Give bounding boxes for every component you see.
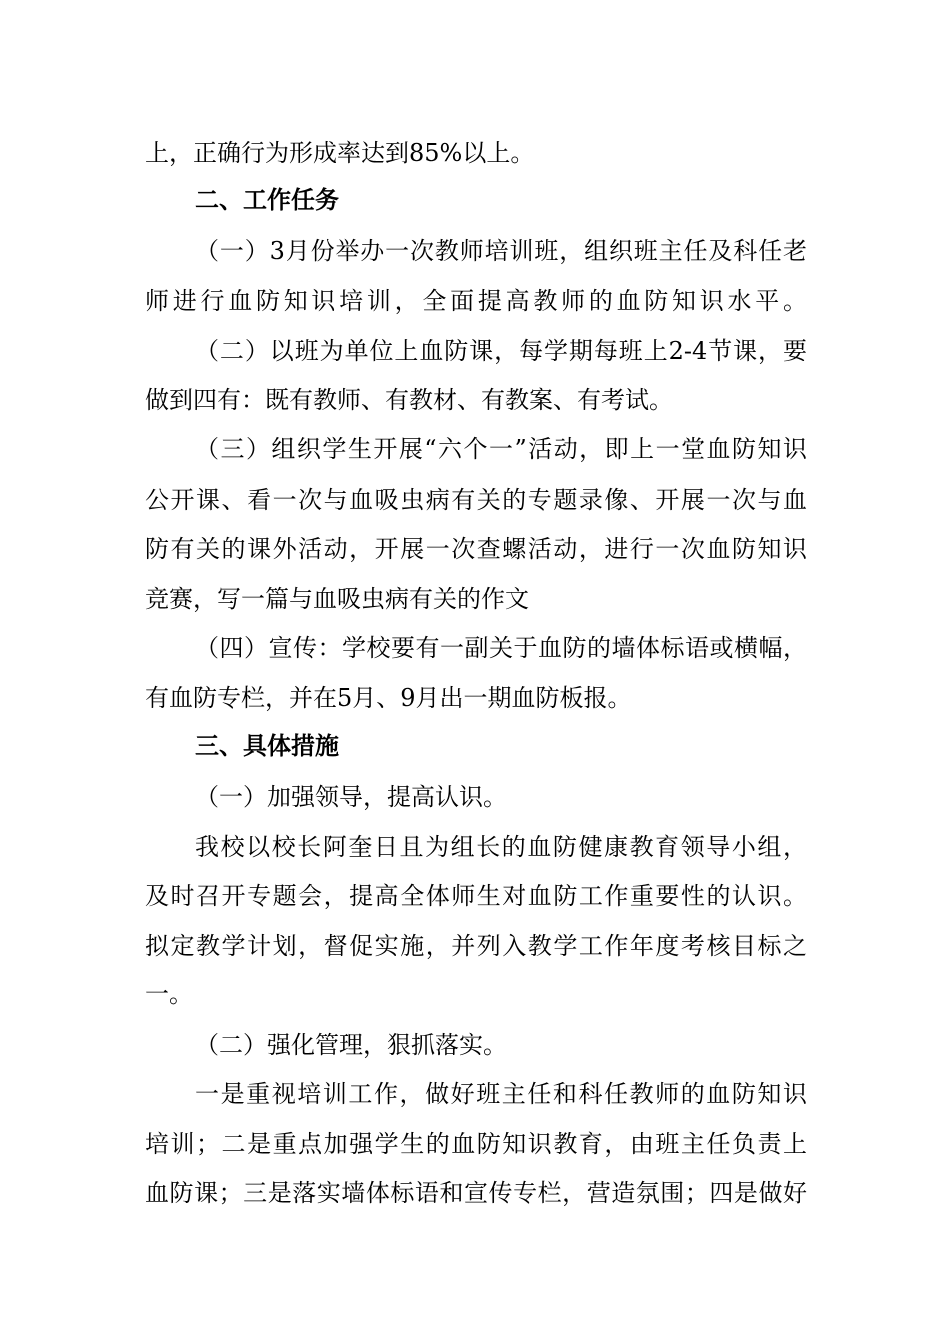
text-line: 一。 bbox=[145, 980, 193, 1008]
text-line: 拟定教学计划，督促实施，并列入教学工作年度考核目标之 bbox=[145, 932, 807, 960]
section-heading: 三、具体措施 bbox=[195, 732, 339, 760]
text-line: 防有关的课外活动，开展一次查螺活动，进行一次血防知识 bbox=[145, 535, 807, 563]
text-line: （一）加强领导，提高认识。 bbox=[195, 783, 507, 811]
text-line: （二）强化管理，狠抓落实。 bbox=[195, 1031, 507, 1059]
text-line: 上，正确行为形成率达到85%以上。 bbox=[145, 139, 535, 167]
text-line: 有血防专栏，并在5月、9月出一期血防板报。 bbox=[145, 684, 632, 712]
section-heading: 二、工作任务 bbox=[195, 186, 339, 214]
text-line: 我校以校长阿奎日且为组长的血防健康教育领导小组， bbox=[195, 833, 807, 861]
text-line: （三）组织学生开展“六个一”活动，即上一堂血防知识 bbox=[195, 435, 807, 463]
text-line: 公开课、看一次与血吸虫病有关的专题录像、开展一次与血 bbox=[145, 486, 807, 514]
text-line: 竞赛，写一篇与血吸虫病有关的作文 bbox=[145, 585, 529, 613]
text-line: （一）3月份举办一次教师培训班，组织班主任及科任老 bbox=[195, 237, 807, 265]
text-line: 师进行血防知识培训，全面提高教师的血防知识水平。 bbox=[145, 287, 807, 315]
text-line: 及时召开专题会，提高全体师生对血防工作重要性的认识。 bbox=[145, 882, 807, 910]
text-line: 做到四有：既有教师、有教材、有教案、有考试。 bbox=[145, 386, 673, 414]
text-line: 培训；二是重点加强学生的血防知识教育，由班主任负责上 bbox=[145, 1130, 807, 1158]
text-line: 一是重视培训工作，做好班主任和科任教师的血防知识 bbox=[195, 1080, 807, 1108]
text-line: （四）宣传：学校要有一副关于血防的墙体标语或横幅， bbox=[195, 634, 807, 662]
text-line: （二）以班为单位上血防课，每学期每班上2-4节课，要 bbox=[195, 337, 807, 365]
text-line: 血防课；三是落实墙体标语和宣传专栏，营造氛围；四是做好 bbox=[145, 1179, 807, 1207]
